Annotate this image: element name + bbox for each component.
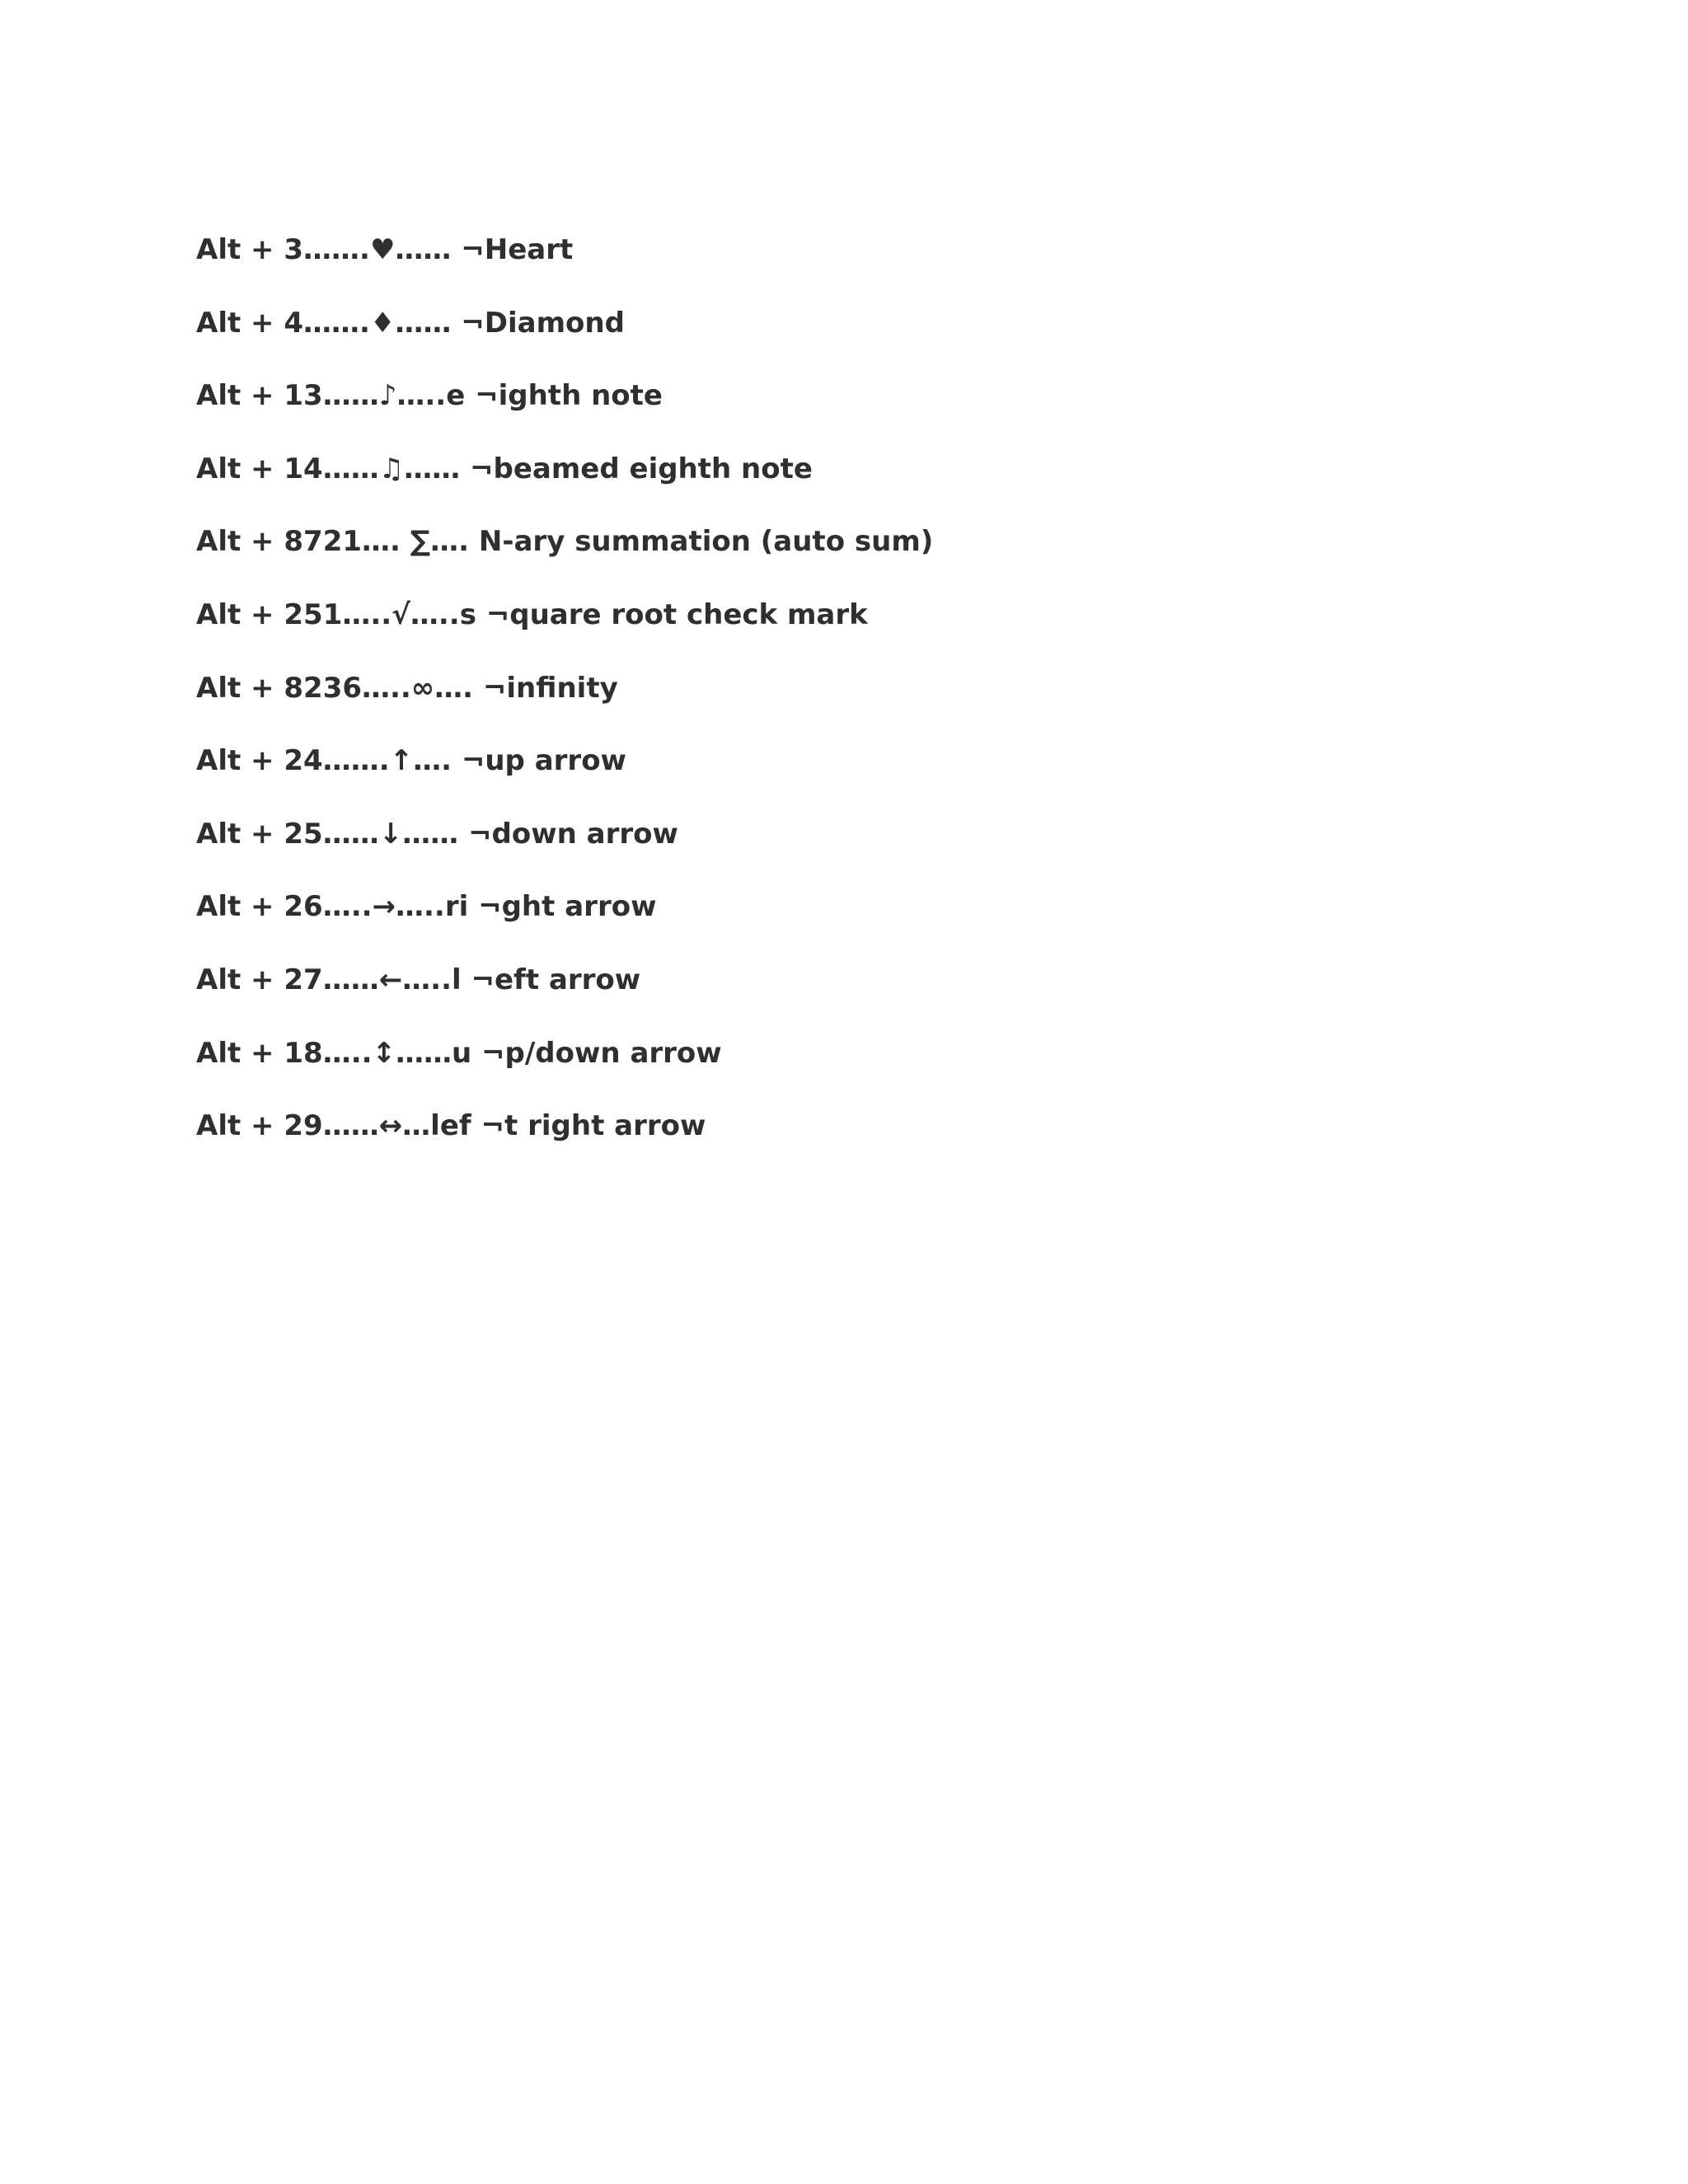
alt-code-diamond: Alt + 4…….♦…… ¬Diamond xyxy=(196,306,625,340)
alt-code-left-arrow: Alt + 27……←…..l ¬eft arrow xyxy=(196,963,641,996)
alt-code-down-arrow: Alt + 25……↓…… ¬down arrow xyxy=(196,817,678,851)
alt-code-list xyxy=(196,223,933,1172)
alt-code-infinity: Alt + 8236…..∞…. ¬infinity xyxy=(196,671,618,705)
alt-code-heart: Alt + 3…….♥…… ¬Heart xyxy=(196,233,574,266)
alt-code-square-root: Alt + 251…..√…..s ¬quare root check mark xyxy=(196,598,868,631)
alt-code-up-down-arrow: Alt + 18…..↕……u ¬p/down arrow xyxy=(196,1036,722,1070)
alt-code-up-arrow: Alt + 24…….↑…. ¬up arrow xyxy=(196,744,626,778)
alt-code-left-right-arrow: Alt + 29……↔…lef ¬t right arrow xyxy=(196,1109,706,1143)
alt-code-right-arrow: Alt + 26…..→…..ri ¬ght arrow xyxy=(196,890,657,924)
alt-code-beamed-eighth-note: Alt + 14……♫…… ¬beamed eighth note xyxy=(196,452,813,485)
alt-code-eighth-note: Alt + 13……♪…..e ¬ighth note xyxy=(196,379,663,413)
alt-code-summation: Alt + 8721…. ∑…. N-ary summation (auto sum) xyxy=(196,525,934,559)
